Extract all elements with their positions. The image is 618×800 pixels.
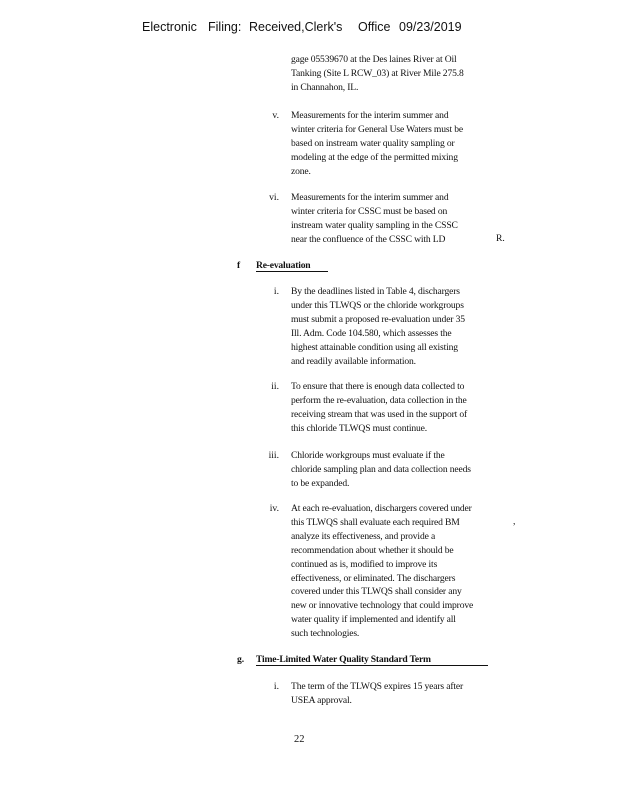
stray-text-r: R. [496, 233, 505, 244]
section-f-title: Re-evaluation [256, 260, 328, 272]
item-f-i-paragraph: By the deadlines listed in Table 4, dischargers under this TLWQS or the chloride workgroups must submit a proposed re-evaluation under 35 Ill. Adm. Code 104.580, which assesses the highest attainable condition using all existing and readily available information. [291, 286, 465, 367]
item-number-f-iii: iii. [268, 450, 279, 461]
header-word-received: Received,Clerk's [249, 20, 343, 34]
header-word-office: Office [358, 20, 391, 34]
section-f-letter: f [237, 260, 241, 271]
item-f-iii-paragraph: Chloride workgroups must evaluate if the chloride sampling plan and data collection needs to be expanded. [291, 450, 471, 489]
continuation-paragraph: gage 05539670 at the Des laines River at Oil Tanking (Site L RCW_03) at River Mile 275.8 in Channahon, IL. [291, 54, 464, 93]
item-g-i-paragraph: The term of the TLWQS expires 15 years after USEA approval. [291, 681, 464, 706]
item-number-f-ii: ii. [271, 381, 279, 392]
item-vi-paragraph: Measurements for the interim summer and winter criteria for CSSC must be based on instream water quality sampling in the CSSC near the confluence of the CSSC with LD [291, 192, 458, 245]
section-g-title: Time-Limited Water Quality Standard Term [256, 654, 488, 666]
item-number-f-iv: iv. [269, 503, 279, 514]
page-number: 22 [294, 734, 305, 745]
header-word-electronic: Electronic [142, 20, 197, 34]
stray-comma: , [513, 516, 516, 527]
item-f-ii-paragraph: To ensure that there is enough data collected to perform the re-evaluation, data collection in the receiving stream that was used in the support of this chloride TLWQS must continue. [291, 381, 468, 434]
item-number-g-i: i. [273, 681, 279, 692]
header-word-filing: Filing: [208, 20, 242, 34]
section-g-letter: g. [237, 654, 245, 665]
item-f-iv-paragraph: At each re-evaluation, dischargers covered under this TLWQS shall evaluate each required BM analyze its effectiveness, and provide a recommendation about whether it should be continued as is, modified to improve its effectiveness, or eliminated. The dischargers covered under this TLWQS shall consider any new or innovative technology that could improve water quality if implemented and identify all such technologies. [291, 503, 474, 640]
item-number-f-i: i. [273, 286, 279, 297]
item-v-paragraph: Measurements for the interim summer and winter criteria for General Use Waters must be based on instream water quality sampling or modeling at the edge of the permitted mixing zone. [291, 110, 463, 177]
item-number-v: v. [272, 110, 279, 121]
item-number-vi: vi. [269, 192, 279, 203]
header-date: 09/23/2019 [399, 20, 462, 34]
